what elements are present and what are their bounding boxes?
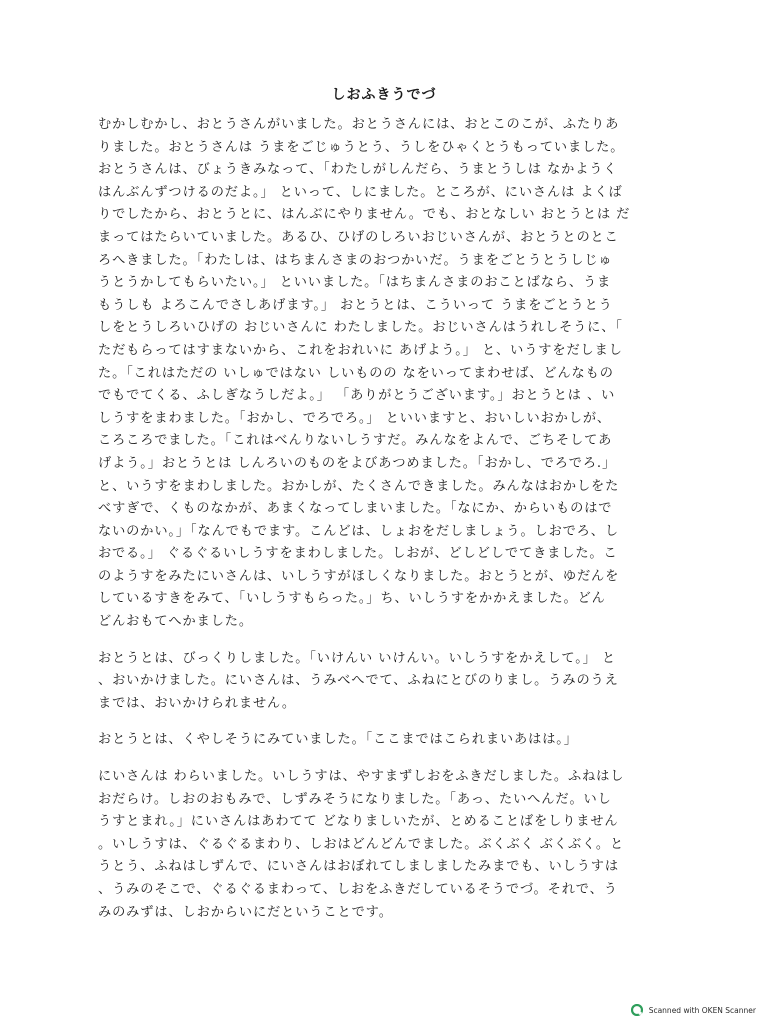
paragraph-2 xyxy=(98,648,666,716)
text-line: げよう。」おとうとは しんろいのものをよびあつめました。「おかし、でろでろ.」 xyxy=(98,455,617,471)
scanner-watermark xyxy=(631,1004,756,1016)
text-line: ろへきました。「わたしは、はちまんさまのおつかいだ。うまをごとうとうしじゅ xyxy=(98,252,613,268)
text-line: しているすきをみて、「いしうすもらった。」ち、いしうすをかかえました。どん xyxy=(98,591,606,607)
paragraph-3 xyxy=(98,729,666,752)
text-line: ころころでました。「これはべんりないしうすだ。みんなをよんで、ごちそしてあ xyxy=(98,433,613,449)
text-line: おとうとは、くやしそうにみていました。「ここまではこられまいあはは。」 xyxy=(98,732,578,748)
text-line: りでしたから、おとうとに、はんぶにやりません。でも、おとなしい おとうとは だ xyxy=(98,207,631,223)
text-line: しうすをまわました。「おかし、でろでろ。」 といいますと、おいしいおかしが、 xyxy=(98,410,611,426)
text-line: おとうとは、びっくりしました。「いけんい いけんい。いしうすをかえして。」 と xyxy=(98,650,616,666)
story-body xyxy=(98,114,666,938)
text-line: みのみずは、しおからいにだということです。 xyxy=(98,904,393,920)
text-line: うとう、ふねはしずんで、にいさんはおぼれてしましましたみまでも、いしうすは xyxy=(98,859,619,875)
text-line: もうしも よろこんでさしあげます。」 おとうとは、こういって うまをごとうとう xyxy=(98,297,613,313)
text-line: べすぎで、くものなかが、あまくなってしまいました。「なにか、からいものはで xyxy=(98,501,613,517)
text-line: どんおもてへかました。 xyxy=(98,614,253,630)
text-line: むかしむかし、おとうさんがいました。おとうさんには、おとこのこが、ふたりあ xyxy=(98,117,620,132)
text-line: 、うみのそこで、ぐるぐるまわって、しおをふきだしているそうでづ。それで、う xyxy=(98,882,618,897)
text-line: おでる。」 ぐるぐるいしうすをまわしました。しおが、どしどしでてきました。こ xyxy=(98,546,618,562)
paragraph-1 xyxy=(98,114,666,634)
text-line: ないのかい。」「なんでもでます。こんどは、しょおをだしましょう。しおでろ、し xyxy=(98,523,619,539)
text-line: まってはたらいていました。あるひ、ひげのしろいおじいさんが、おとうとのとこ xyxy=(98,229,619,245)
text-line: おとうさんは、びょうきみなって、「わたしがしんだら、うまとうしは なかようく xyxy=(98,162,618,178)
text-line: までは、おいかけられません。 xyxy=(98,695,297,711)
text-line: はんぶんずつけるのだよ。」 といって、しにました。ところが、にいさんは よくば xyxy=(98,184,623,200)
text-line: た。「これはただの いしゅではない しいものの なをいってまわせば、どんなもの xyxy=(98,365,614,381)
oken-scanner-logo-icon xyxy=(631,1004,643,1016)
text-line: うすとまれ。」にいさんはあわてて どなりましいたが、とめることばをしりません xyxy=(98,814,619,830)
text-line: りました。おとうさんは うまをごじゅうとう、うしをひゃくとうもっていました。 xyxy=(98,139,625,155)
text-line: でもでてくる、ふしぎなうしだよ。」 「ありがとうございます。」おとうとは 、い xyxy=(98,388,616,404)
text-line: 。いしうすは、ぐるぐるまわり、しおはどんどんでました。ぶくぶく ぶくぶく。と xyxy=(98,836,625,852)
text-line: しをとうしろいひげの おじいさんに わたしました。おじいさんはうれしそうに、「 xyxy=(98,320,623,336)
text-line: おだらけ。しおのおもみで、しずみそうになりました。「あっ、たいへんだ。いし xyxy=(98,791,612,807)
text-line: にいさんは わらいました。いしうすは、やすまずしおをふきだしました。ふねはし xyxy=(98,769,625,785)
text-line: うとうかしてもらいたい。」 といいました。「はちまんさまのおことばなら、うま xyxy=(98,275,612,291)
text-line: 、おいかけました。にいさんは、うみべへでて、ふねにとびのりまし。うみのうえ xyxy=(98,673,619,689)
page-title: しおふきうでづ xyxy=(331,87,437,103)
paragraph-4 xyxy=(98,766,666,924)
text-line: と、いうすをまわしました。おかしが、たくさんできました。みんなはおかしをた xyxy=(98,478,620,494)
text-line: のようすをみたにいさんは、いしうすがほしくなりました。おとうとが、ゆだんを xyxy=(98,568,620,584)
scanner-text: Scanned with OKEN Scanner xyxy=(648,1005,756,1015)
text-line: ただもらってはすまないから、これをおれいに あげよう。」 と、いうすをだしまし xyxy=(98,342,623,358)
